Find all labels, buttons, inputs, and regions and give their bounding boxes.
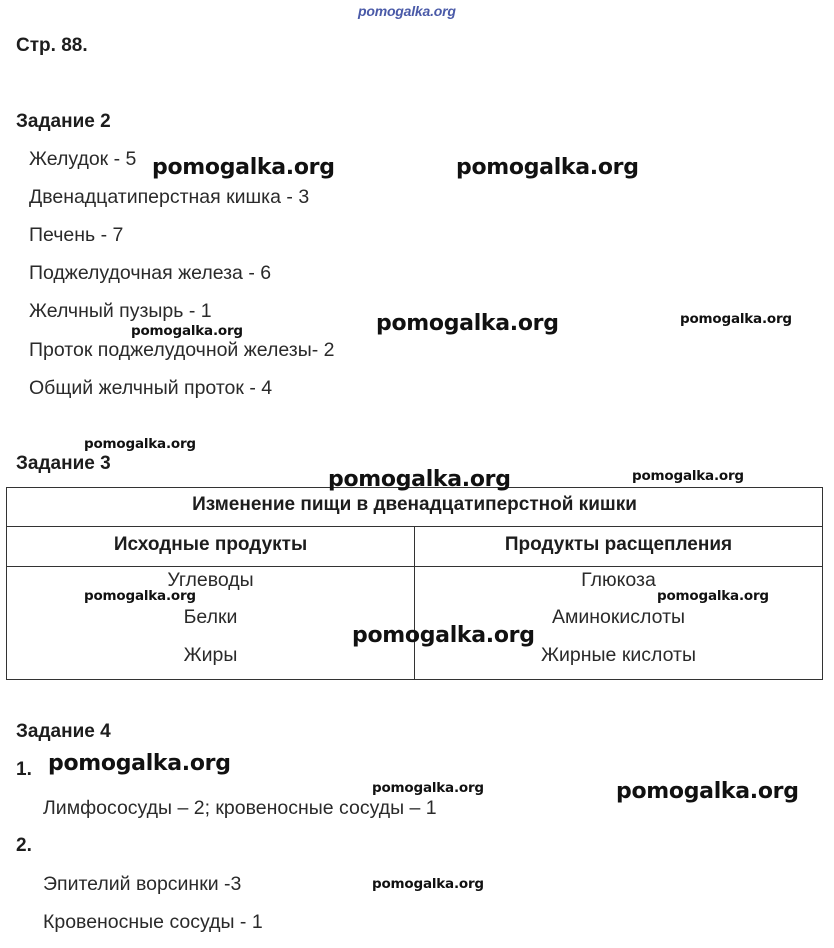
- task3-title: Задание 3: [16, 453, 111, 474]
- watermark-text: pomogalka.org: [131, 323, 243, 339]
- table-title: Изменение пищи в двенадцатиперстной кишки: [7, 488, 822, 527]
- task4-part-number: 2.: [16, 835, 32, 856]
- task2-item: Печень - 7: [29, 224, 124, 246]
- task4-line: Кровеносные сосуды - 1: [43, 911, 263, 933]
- table-header-source: Исходные продукты: [113, 534, 308, 555]
- table-header-products: Продукты расщепления: [504, 534, 733, 555]
- task4-line: Лимфососуды – 2; кровеносные сосуды – 1: [43, 797, 437, 819]
- watermark-text: pomogalka.org: [456, 155, 639, 180]
- watermark-text: pomogalka.org: [372, 780, 484, 796]
- watermark-text: pomogalka.org: [84, 436, 196, 452]
- table-cell: Жиры: [183, 644, 238, 666]
- watermark-top: pomogalka.org: [358, 3, 456, 19]
- watermark-text: pomogalka.org: [376, 311, 559, 336]
- task2-item: Двенадцатиперстная кишка - 3: [29, 186, 310, 208]
- task4-title: Задание 4: [16, 721, 111, 742]
- task2-item: Общий желчный проток - 4: [29, 377, 273, 399]
- digestion-table: [6, 487, 823, 680]
- watermark-text: pomogalka.org: [84, 588, 196, 604]
- task4-part-number: 1.: [16, 759, 32, 780]
- task2-title: Задание 2: [16, 111, 111, 132]
- task2-item: Проток поджелудочной железы- 2: [29, 339, 335, 361]
- task2-item: Желчный пузырь - 1: [29, 300, 212, 322]
- watermark-text: pomogalka.org: [372, 876, 484, 892]
- header-divider: [7, 566, 822, 567]
- table-cell: Аминокислоты: [551, 606, 686, 628]
- task2-item: Поджелудочная железа - 6: [29, 262, 272, 284]
- table-cell: Углеводы: [167, 569, 254, 591]
- watermark-text: pomogalka.org: [152, 155, 335, 180]
- task2-item: Желудок - 5: [29, 148, 137, 170]
- watermark-text: pomogalka.org: [680, 311, 792, 327]
- table-cell: Глюкоза: [581, 569, 656, 591]
- watermark-text: pomogalka.org: [352, 623, 535, 648]
- watermark-text: pomogalka.org: [328, 467, 511, 492]
- page-reference: Стр. 88.: [16, 35, 88, 56]
- watermark-text: pomogalka.org: [657, 588, 769, 604]
- table-cell: Жирные кислоты: [541, 644, 696, 666]
- task4-line: Эпителий ворсинки -3: [43, 873, 242, 895]
- table-cell: Белки: [183, 606, 238, 628]
- watermark-text: pomogalka.org: [616, 779, 799, 804]
- watermark-text: pomogalka.org: [48, 751, 231, 776]
- watermark-text: pomogalka.org: [632, 468, 744, 484]
